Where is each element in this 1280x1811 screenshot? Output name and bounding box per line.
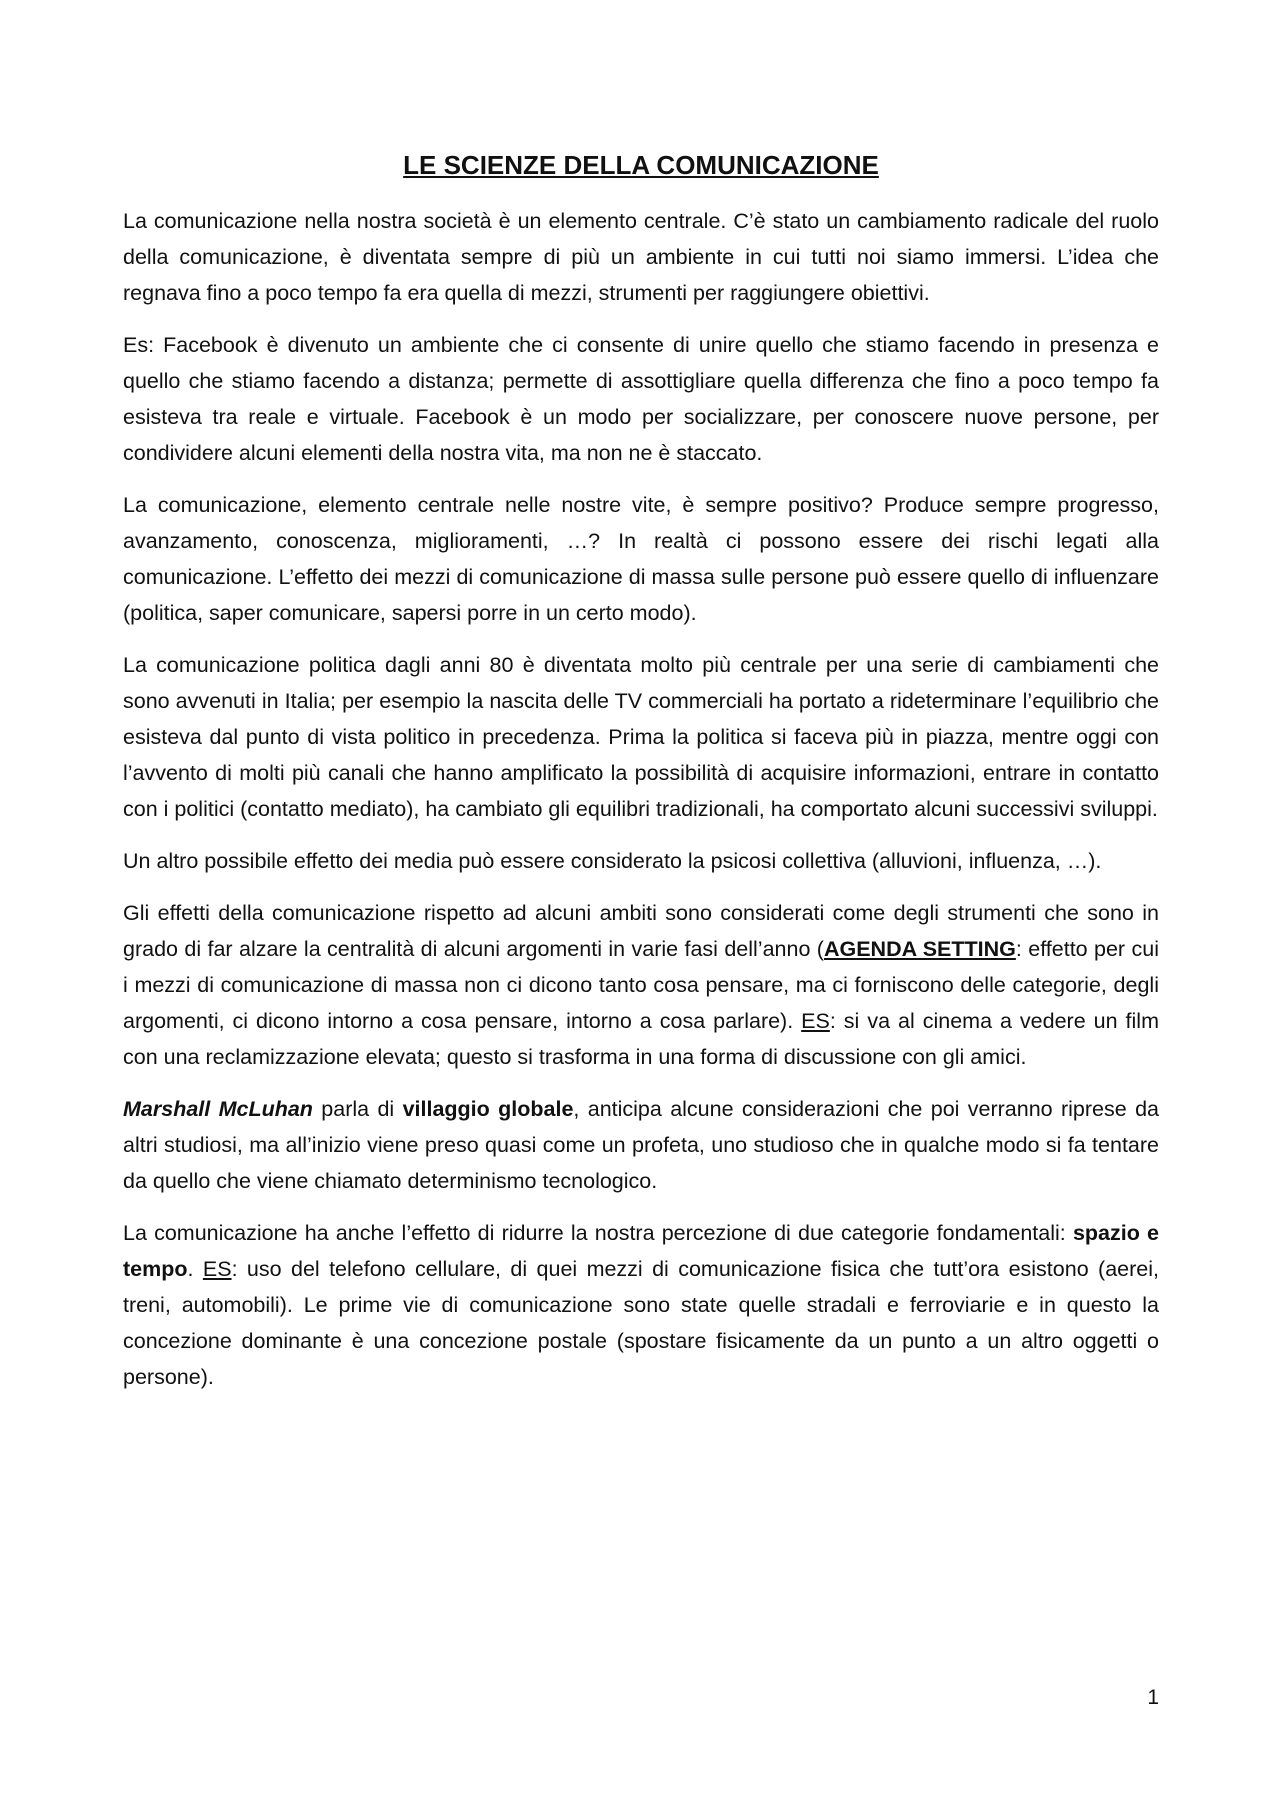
global-village-term: villaggio globale bbox=[402, 1097, 574, 1121]
paragraph-political-communication: La comunicazione politica dagli anni 80 è diventata molto più centrale per una serie di cambiamenti che sono avvenuti in Italia; per esempio la nascita delle TV commerciali ha portato a rideterminare l’equilibrio che esisteva dal punto di vista politico in precedenza. Prima la politica si faceva più in piazza, mentre oggi con l’avvento di molti più canali che hanno amplificato la possibilità di acquisire informazioni, entrare in contatto con i politici (contatto mediato), ha cambiato gli equilibri tradizionali, ha comportato alcuni successivi sviluppi. bbox=[123, 653, 1159, 821]
page-number: 1 bbox=[1147, 1686, 1159, 1709]
author-name: Marshall McLuhan bbox=[123, 1097, 313, 1121]
example-label: ES bbox=[202, 1257, 232, 1281]
text-segment: parla di bbox=[312, 1097, 403, 1121]
paragraph-intro: La comunicazione nella nostra società è un elemento centrale. C’è stato un cambiamento radicale del ruolo della comunicazione, è diventata sempre di più un ambiente in cui tutti noi siamo immersi. L’idea che regnava fino a poco tempo fa era quella di mezzi, strumenti per raggiungere obiettivi. bbox=[123, 209, 1159, 305]
page-title: LE SCIENZE DELLA COMUNICAZIONE bbox=[403, 150, 879, 180]
paragraph-facebook-example: Es: Facebook è divenuto un ambiente che ci consente di unire quello che stiamo facendo in presenza e quello che stiamo facendo a distanza; permette di assottigliare quella differenza che fino a poco tempo fa esisteva tra reale e virtuale. Facebook è un modo per socializzare, per conoscere nuove persone, per condividere alcuni elementi della nostra vita, ma non ne è staccato. bbox=[123, 333, 1159, 465]
document-page bbox=[123, 150, 1159, 1411]
example-label: ES bbox=[801, 1009, 830, 1033]
text-segment: : effetto per cui i mezzi di comunicazione di massa non ci dicono tanto cosa pensare, ma ci forniscono delle categorie, degli argomenti, ci dicono intorno a cosa pensare, intorno a cosa parlare). bbox=[123, 937, 1159, 1033]
paragraph-mcluhan bbox=[123, 1091, 1159, 1199]
space-time-term: spazio e tempo bbox=[123, 1221, 1159, 1281]
text-segment: Gli effetti della comunicazione rispetto ad alcuni ambiti sono considerati come degli strumenti che sono in grado di far alzare la centralità di alcuni argomenti in varie fasi dell’anno ( bbox=[123, 901, 1159, 961]
agenda-setting-term: AGENDA SETTING bbox=[823, 937, 1016, 961]
text-segment: . bbox=[187, 1257, 203, 1281]
paragraph-agenda-setting bbox=[123, 895, 1159, 1075]
text-segment: : si va al cinema a vedere un film con una reclamizzazione elevata; questo si trasforma in una forma di discussione con gli amici. bbox=[123, 1009, 1159, 1069]
text-segment: , anticipa alcune considerazioni che poi verranno riprese da altri studiosi, ma all’inizio viene preso quasi come un profeta, uno studioso che in qualche modo si fa tentare da quello che viene chiamato determinismo tecnologico. bbox=[123, 1097, 1159, 1193]
text-segment: : uso del telefono cellulare, di quei mezzi di comunicazione fisica che tutt’ora esistono (aerei, treni, automobili). Le prime vie di comunicazione sono state quelle stradali e ferroviarie e in questo la concezione dominante è una concezione postale (spostare fisicamente da un punto a un altro oggetti o persone). bbox=[123, 1257, 1159, 1389]
paragraph-collective-psychosis: Un altro possibile effetto dei media può essere considerato la psicosi collettiva (alluvioni, influenza, …). bbox=[123, 849, 1102, 873]
paragraph-space-time bbox=[123, 1215, 1159, 1395]
text-segment: La comunicazione ha anche l’effetto di ridurre la nostra percezione di due categorie fondamentali: bbox=[123, 1221, 1073, 1245]
paragraph-risks: La comunicazione, elemento centrale nelle nostre vite, è sempre positivo? Produce sempre progresso, avanzamento, conoscenza, miglioramenti, …? In realtà ci possono essere dei rischi legati alla comunicazione. L’effetto dei mezzi di comunicazione di massa sulle persone può essere quello di influenzare (politica, saper comunicare, sapersi porre in un certo modo). bbox=[123, 493, 1159, 625]
